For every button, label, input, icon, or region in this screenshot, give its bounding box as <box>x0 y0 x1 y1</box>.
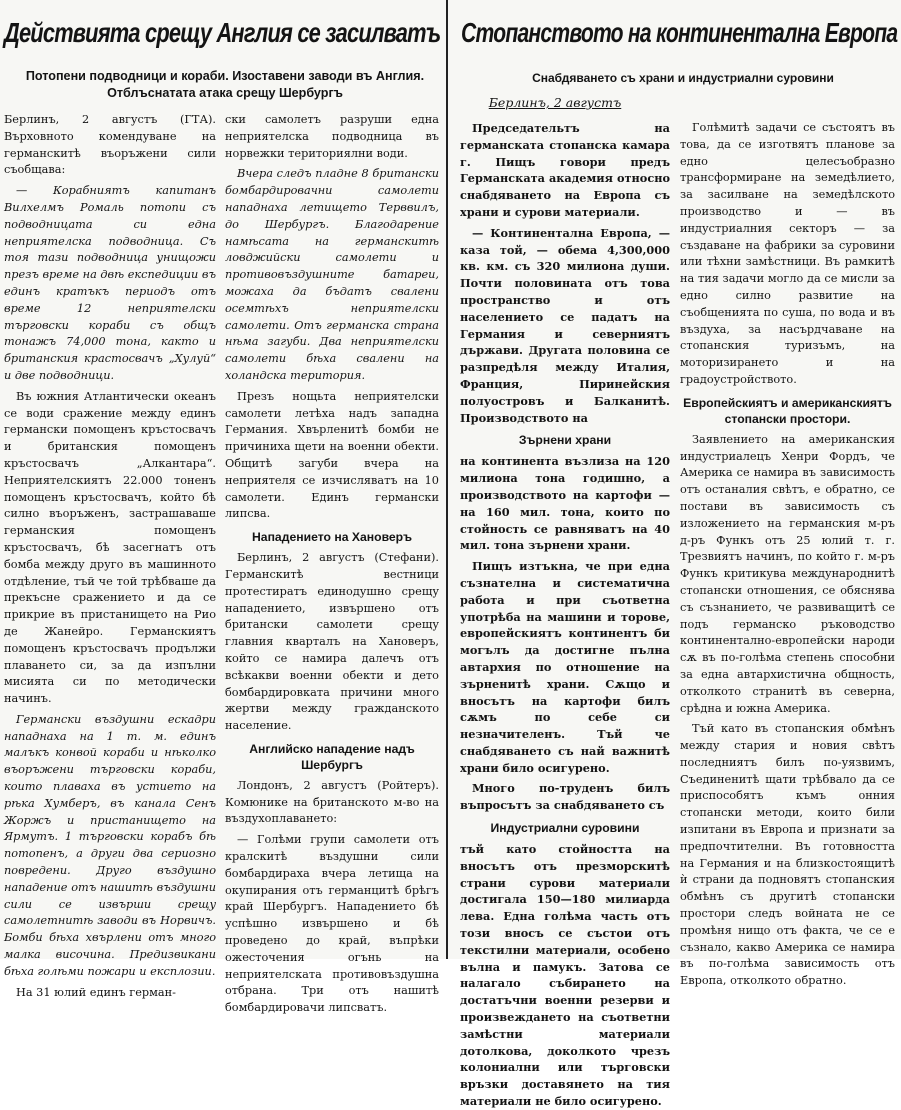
right-column-2 <box>680 120 895 988</box>
paragraph: Берлинъ, 2 августъ (Стефани). Германскитѣ вестници протестиратъ единодушно срещу нападението, извършено отъ британски самолети срещу главния кварталъ на Хановеръ, който се намира далечъ отъ всѣкакви военни обекти и дето бомбардировката причини много жертви между гражданското население. <box>225 551 439 733</box>
paragraph: — Континентална Европа, — каза той, — обема 4,300,000 кв. км. съ 320 милиона души. Почти половината отъ това пространство и отъ населението се падатъ на Германия и северниятъ държави. Другата половина се разпредѣля между Италия, Франция, Пиринейския полуостровъ и Балканитѣ. Производството на <box>460 225 670 425</box>
paragraph: Голѣмитѣ задачи се състоятъ въ това, да се изготвятъ планове за едно целесъобразно трансформиране на земедѣлието, за засилване на земедѣлското производство и — въ индустриалния секторъ — за създаване на фабрики за суровини или тѣхни замѣстници. Въ рамкитѣ на тия задачи могло да се мисли за едно силно развитие на съобщенията по суша, по вода и въ въздуха, за насърдчаване на стопанския туризъмъ, на моторизирането и на градоустройството. <box>680 121 895 386</box>
paragraph: Заявлението на американския индустриалецъ Хенри Фордъ, че Америка се намира въ зависимость отъ останалия свѣтъ, е обратно, се постави въ зависимость съ изложението на германския м-ръ д-ръ Функъ отъ 25 юлий т. г. Трезвиятъ начинъ, по който г. м-ръ Функъ критикува международнитѣ стопански отношения, се обяснява съ съзнанието, че развиващитѣ се подъ германско ръководство континентално-европейски народи сѫ въ по-голѣма степень способни за една автархистична общность, отколкото странитѣ въ северна, срѣдна и южна Америка. <box>680 432 895 715</box>
paragraph: — Голѣми групи самолети отъ кралскитѣ въздушни сили бомбардираха вчера летища на окупирания отъ германцитѣ брѣгъ край Шербургъ. Нападението бѣ успѣшно извършено и бѣ проведено до край, въпрѣки ожесточения огънь на неприятелската противовъздушна отбрана. Три отъ нашитѣ бомбардировачи липсватъ. <box>225 833 439 1015</box>
paragraph: ски самолетъ разруши една неприятелска подводница въ норвежки териториялни води. <box>225 113 439 160</box>
paragraph: Председательтъ на германската стопанска камара г. Пищъ говори предъ Германската академия относно снабдяването на Европа съ храни и сурови материали. <box>460 121 670 219</box>
section-title-cherbourg: Английско нападение надъ Шербургъ <box>249 741 415 772</box>
paragraph: Лондонъ, 2 августъ (Ройтеръ). Комюнике на британското м-во на въздухоплаването: <box>225 778 439 826</box>
paragraph: — Корабниятъ капитанъ Вилхелмъ Ромаль потопи съ подводницата си една неприятелска подводница. Съ тоя тази подводница унищожи презъ време на двѣ експедиции въ единъ кратъкъ периодъ отъ време 12 неприятелски търговски кораби съ общъ тонажъ 74,000 тона, както и британския крастосвачъ „Хулуй“ и две подводници. <box>4 184 216 382</box>
section-title-spaces: Европейскиятъ и американскиятъ стопански простори. <box>683 395 892 426</box>
left-subheadline <box>12 68 438 102</box>
paragraph: Вчера следъ пладне 8 британски бомбардировачни самолети нападнаха летището Терввилъ, до Шербургъ. Благодарение намѣсата на германскитѣ ловджийски самолети и противовъздушните батареи, можаха да бъдатъ свалени осемтѣхъ неприятелски самолети. Отъ германска страна нѣма загуби. Два неприятелски самолети бѣха свалени на холандска територия. <box>225 167 439 382</box>
paragraph: Презъ нощьта неприятелски самолети летѣха надъ западна Германия. Хвърленитѣ бомби не причиниха щети на военни обекти. Общитѣ загуби вчера на неприятеля се изчисляватъ на 10 самолети. Единъ германски липсва. <box>225 389 439 521</box>
paragraph: Германски въздушни ескадри нападнаха на 1 т. м. единъ малъкъ конвой кораби и нѣколко въоръжени търговски кораби, които плаваха въ устието на рѣка Хумберъ, въ канала Сенъ Жоржъ и пристанището на Ярмутъ. 1 търговски корабъ бѣ потопенъ, а други два сериозно повредени. Друго въздушно нападение отъ нашитѣ въздушни сили се извърши срещу самолетнитѣ заводи въ Норвичъ. Бомби бѣха хвърлени отъ много малка височина. Предизвикани бѣха голѣми пожари и експлозии. <box>4 712 216 978</box>
left-subheadline-line-1: Потопени подводници и кораби. Изоставени заводи въ Англия. <box>25 69 425 83</box>
paragraph: на континента възлиза на 120 милиона тона годишно, а производството на картофи — на 160 мил. тона, които по стойность се равняватъ на 40 мил. тона зърнени храни. <box>460 454 670 553</box>
section-title-industrial: Индустриални суровини <box>490 821 640 836</box>
paragraph: тъй като стойността на вносътъ отъ презморскитѣ страни сурови материали достигала 150—180 милиарда лева. Една голѣма часть отъ този вносъ се състои отъ текстилни материали, особено вълна и памукъ. Затова се налагало събирането на достатъчни военни резерви и произвеждането на съответни замѣстни материали дотолкова, доколкото чрезъ колониални или търговски връзки доставянето на тия материали не било осигурено. <box>460 842 670 1109</box>
paragraph: Много по-труденъ билъ въпросътъ за снабдяването съ <box>460 781 670 813</box>
left-headline: Действията срещу Англия се засилватъ <box>4 17 441 48</box>
right-subheadline: Снабдяването съ храни и индустриални суровини <box>532 71 834 85</box>
left-column-1 <box>4 112 216 999</box>
paragraph: Тъй като въ стопанския обмѣнъ между стария и новия свѣтъ последниятъ билъ по-уязвимъ, Съединенитѣ щати трѣбвало да се приспособятъ къмъ онния стопански методи, които били изпитани въ Европа и признати за предпочтителни. Въ готовността на Германия и на близкостоящитѣ ѝ страни да подновятъ стопанския обмѣнъ съ другитѣ стопански простори следъ войната не се промѣня нищо отъ факта, че се е съзнало, какво Америка се намира въ по-голѣма зависимость отъ Европа, отколкото обратно. <box>680 722 895 988</box>
right-headline: Стопанството на континентална Европа <box>461 17 898 48</box>
paragraph: Пищъ изтъкна, че при една съзнателна и систематична работа и при съответна употрѣба на машини и торове, европейскиятъ континентъ би могълъ да достигне пълна автархия по отношение на зърненитѣ храни. Сѫщо и вносътъ на картофи билъ сѫмъ по себе си незначителенъ. Тъй че снабдяването съ най важнитѣ храни било осигурено. <box>460 559 670 775</box>
column-divider <box>446 0 448 959</box>
paragraph: Берлинъ, 2 августъ (ГТА). Върховното комендуване на германскитѣ въоръжени сили съобщава: <box>4 113 216 177</box>
paragraph: На 31 юлий единъ герман- <box>16 985 176 999</box>
left-column-2 <box>225 112 439 1015</box>
paragraph: Въ южния Атлантически океанъ се води сражение между единъ германски помощенъ кръстосвачъ и британския помощенъ кръстосвачъ „Алкантара“. Неприятелскиятъ 22.000 тоненъ помощенъ кръстосвачъ, който бѣ силно въоръженъ, застрашаваше германския помощенъ кръстосвачъ, бѣ засегнатъ отъ бомба между друго въ машинното отдѣление, тъй че той трѣбваше да прекъсне сражението и да се прикрие въ пристанището на Рио де Жанейро. Германскиятъ помощенъ кръстосвачъ продължи плаването си, за да изпълни мисията си по методически начинъ. <box>4 389 216 706</box>
right-column-1 <box>460 120 670 1109</box>
left-subheadline-line-2: Отблъснатата атака срещу Шербургъ <box>107 86 343 100</box>
right-dateline: Берлинъ, 2 августъ <box>488 95 622 110</box>
section-title-grains: Зърнени храни <box>518 433 612 448</box>
section-title-hanover: Нападението на Хановеръ <box>251 530 413 545</box>
